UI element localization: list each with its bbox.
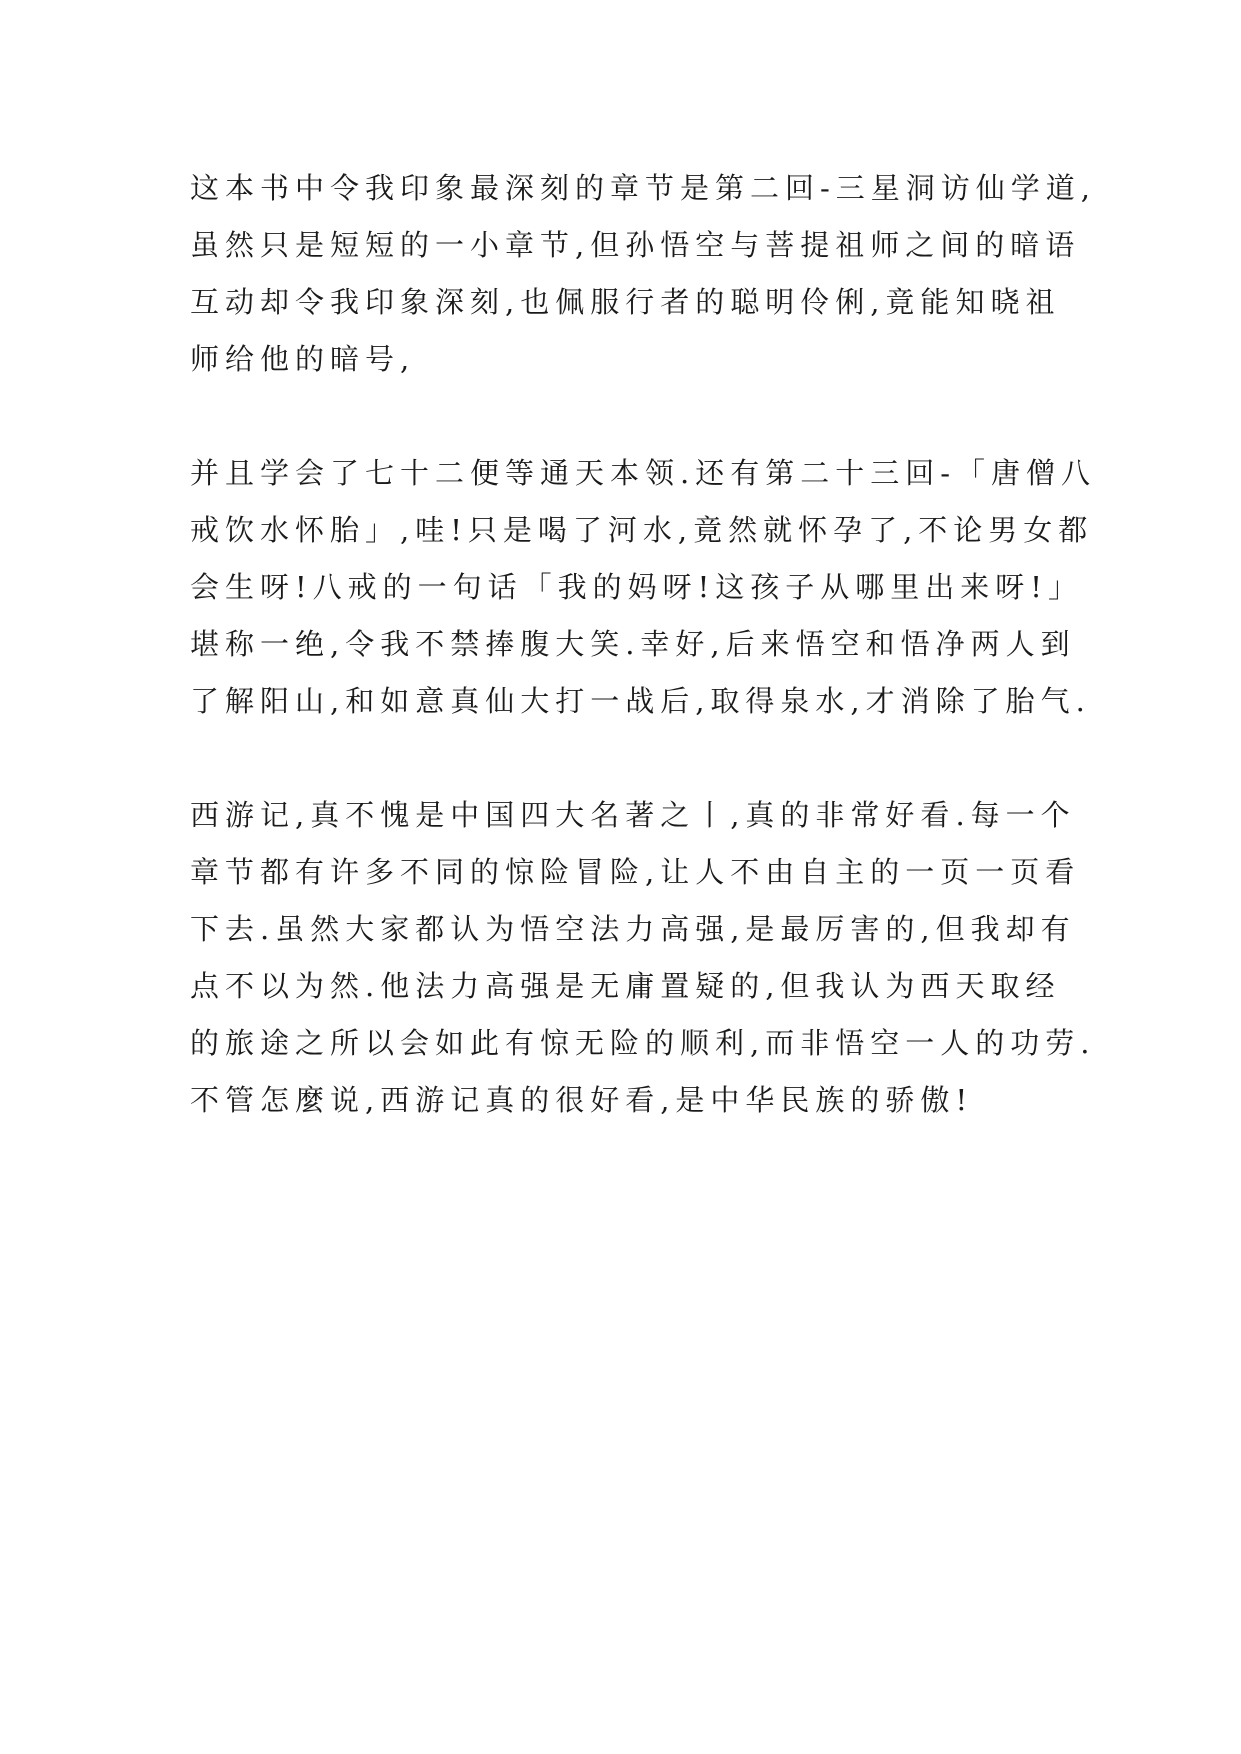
text-line: 了解阳山,和如意真仙大打一战后,取得泉水,才消除了胎气. xyxy=(190,684,1091,718)
text-line: 不管怎麼说,西游记真的很好看,是中华民族的骄傲! xyxy=(190,1083,974,1117)
text-line: 堪称一绝,令我不禁捧腹大笑.幸好,后来悟空和悟净两人到 xyxy=(190,627,1076,661)
text-line: 下去.虽然大家都认为悟空法力高强,是最厉害的,但我却有 xyxy=(190,912,1076,946)
text-line: 虽然只是短短的一小章节,但孙悟空与菩提祖师之间的暗语 xyxy=(190,228,1081,262)
text-line: 这本书中令我印象最深刻的章节是第二回-三星洞访仙学道, xyxy=(190,171,1097,205)
text-line: 师给他的暗号, xyxy=(190,342,416,376)
document-body xyxy=(190,160,1097,1186)
text-line: 并且学会了七十二便等通天本领.还有第二十三回-「唐僧八 xyxy=(190,456,1097,490)
text-line: 点不以为然.他法力高强是无庸置疑的,但我认为西天取经 xyxy=(190,969,1061,1003)
text-line: 会生呀!八戒的一句话「我的妈呀!这孩子从哪里出来呀!」 xyxy=(190,570,1083,604)
text-line: 的旅途之所以会如此有惊无险的顺利,而非悟空一人的功劳. xyxy=(190,1026,1096,1060)
paragraph-1 xyxy=(190,160,1097,388)
paragraph-2 xyxy=(190,445,1097,730)
text-line: 互动却令我印象深刻,也佩服行者的聪明伶俐,竟能知晓祖 xyxy=(190,285,1061,319)
text-line: 戒饮水怀胎」,哇!只是喝了河水,竟然就怀孕了,不论男女都 xyxy=(190,513,1094,547)
text-line: 章节都有许多不同的惊险冒险,让人不由自主的一页一页看 xyxy=(190,855,1081,889)
text-line: 西游记,真不愧是中国四大名著之丨,真的非常好看.每一个 xyxy=(190,798,1076,832)
paragraph-3 xyxy=(190,787,1096,1129)
